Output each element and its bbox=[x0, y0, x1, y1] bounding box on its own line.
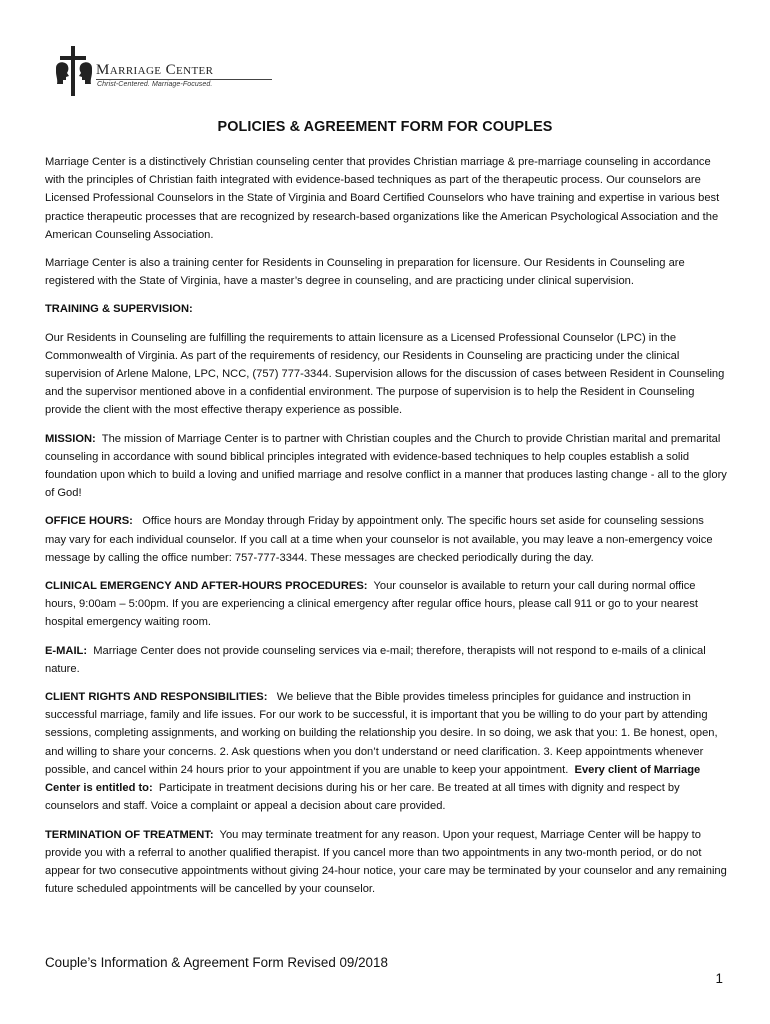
logo-title: Marriage Center bbox=[96, 62, 214, 78]
logo-tagline: Christ-Centered. Marriage-Focused. bbox=[97, 81, 213, 88]
rights-section bbox=[45, 688, 727, 815]
logo bbox=[52, 46, 232, 96]
footer-text: Couple’s Information & Agreement Form Revised 09/2018 bbox=[45, 955, 388, 970]
mission-section bbox=[45, 430, 727, 503]
mission-heading: MISSION: bbox=[45, 432, 96, 445]
office-hours-text: Office hours are Monday through Friday by appointment only. The specific hours set aside for counseling sessions may vary for each individual counselor. If you call at a time when your counselor is not available, you may leave a non-emergency voice message by calling the office number: 757-777-3344. These messages are checked periodically during the day. bbox=[45, 515, 713, 564]
intro-paragraph-1: Marriage Center is a distinctively Christian counseling center that provides Christian marriage & pre-marriage counseling in accordance with the principles of Christian faith integrated with evidence-based techniques as part of the therapeutic process. Our counselors are Licensed Professional Counselors in the State of Virginia and Board Certified Counselors who have training and expertise in various best practice therapeutic processes that are recognized by research-based organizations like the American Psychological Association and the American Counseling Association. bbox=[45, 156, 720, 241]
document-body bbox=[45, 153, 727, 908]
emergency-section bbox=[45, 577, 727, 632]
cross-couple-icon bbox=[52, 46, 96, 96]
termination-heading: TERMINATION OF TREATMENT: bbox=[45, 828, 214, 841]
termination-text: You may terminate treatment for any reason. Upon your request, Marriage Center will be happy to provide you with a referral to another qualified therapist. If you cancel more than two appointments in any two-month period, or do not appear for two consecutive appointments without giving 24-hour notice, your care may be terminated by your counselor and any remaining future scheduled appointments will be cancelled by your counselor. bbox=[45, 828, 727, 896]
page-number: 1 bbox=[715, 971, 723, 986]
email-text: Marriage Center does not provide counseling services via e-mail; therefore, therapists will not respond to e-mails of a clinical nature. bbox=[45, 644, 706, 675]
email-heading: E-MAIL: bbox=[45, 644, 88, 657]
office-hours-section bbox=[45, 512, 727, 567]
emergency-heading: CLINICAL EMERGENCY AND AFTER-HOURS PROCEDURES: bbox=[45, 580, 368, 593]
training-heading: TRAINING & SUPERVISION: bbox=[45, 303, 193, 316]
intro-paragraph-2: Marriage Center is also a training center for Residents in Counseling in preparation for licensure. Our Residents in Counseling are registered with the State of Virginia, have a master’s degree in counseling, and are practicing under clinical supervision. bbox=[45, 257, 685, 288]
rights-entitled-heading: Every client of Marriage Center is entitled to: bbox=[45, 763, 701, 795]
mission-text: The mission of Marriage Center is to partner with Christian couples and the Church to provide Christian marital and premarital counseling in accordance with sound biblical principles integrated with evidence-based techniques to help couples establish a solid foundation upon which to build a loving and unified marriage and resolve conflict in a manner that produces lasting change - all to the glory of God! bbox=[45, 432, 727, 500]
training-paragraph: Our Residents in Counseling are fulfilling the requirements to attain licensure as a Licensed Professional Counselor (LPC) in the Commonwealth of Virginia. As part of the requirements of residency, our Residents in Counseling are practicing under the clinical supervision of Arlene Malone, LPC, NCC, (757) 777-3344. Supervision allows for the discussion of cases between Resident in Counseling and the supervisor mentioned above in a confidential environment. The purpose of supervision is to help the Resident in Counseling provide the client with the most effective therapy experience as possible. bbox=[45, 331, 725, 417]
office-hours-heading: OFFICE HOURS: bbox=[45, 515, 133, 528]
email-section bbox=[45, 642, 727, 678]
logo-divider bbox=[96, 79, 272, 80]
rights-text-2: Participate in treatment decisions during his or her care. Be treated at all times with dignity and respect by counselors and staff. Voice a complaint or appeal a decision about care provided. bbox=[45, 782, 680, 813]
emergency-text: Your counselor is available to return your call during normal office hours, 9:00am – 5:00pm. If you are experiencing a clinical emergency after regular office hours, please call 911 or go to your nearest hospital emergency waiting room. bbox=[45, 580, 698, 629]
page-title: POLICIES & AGREEMENT FORM FOR COUPLES bbox=[217, 119, 553, 135]
rights-text-1: We believe that the Bible provides timeless principles for guidance and instruction in successful marriage, family and life issues. For our work to be successful, it is important that you be willing to do your part by attending sessions, completing assignments, and working on building the relationship you desire. In so doing, we ask that you: 1. Be honest, open, and willing to share your concerns. 2. Ask questions when you don’t understand or need clarification. 3. Keep appointments whenever possible, and cancel within 24 hours prior to your appointment if you are unable to keep your appointment. bbox=[45, 691, 718, 776]
rights-heading: CLIENT RIGHTS AND RESPONSIBILITIES: bbox=[45, 691, 268, 704]
termination-section bbox=[45, 826, 727, 899]
